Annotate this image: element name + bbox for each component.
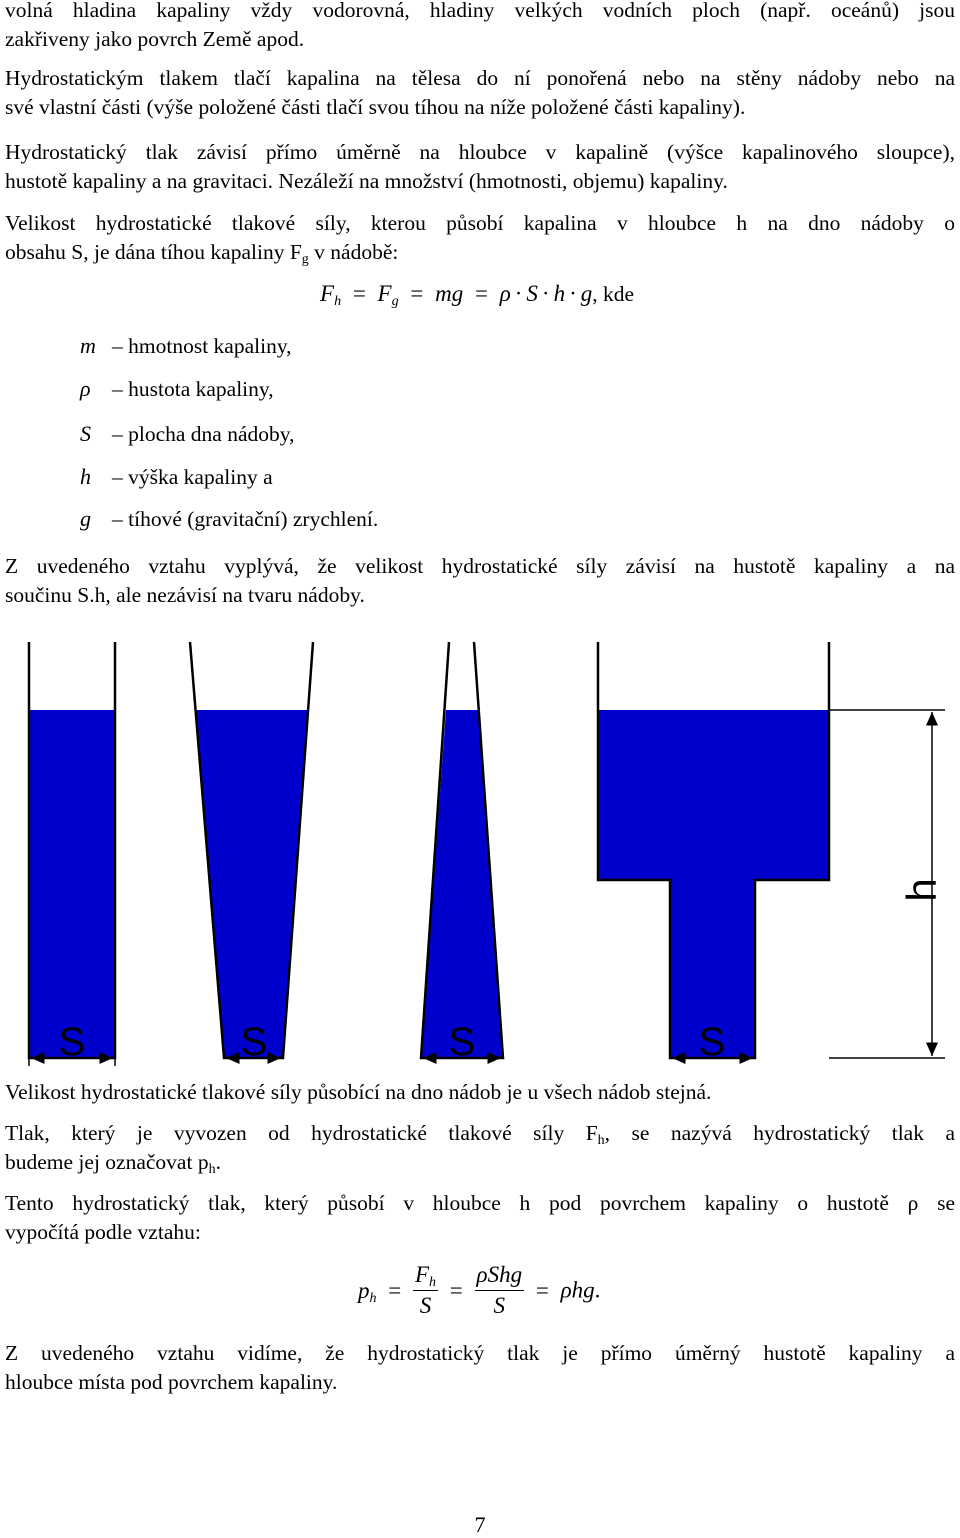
- force-paragraph: [5, 209, 955, 267]
- pressure-line-2: své vlastní části (výše položené části tlačí svou tíhou na níže položené části kapaliny).: [5, 95, 746, 119]
- vessel-stepped: [598, 642, 829, 1058]
- vessels-figure: [0, 630, 960, 1070]
- legend-row-rho: ρ – hustota kapaliny,: [80, 376, 274, 401]
- final-line-1: Z uvedeného vztahu vidíme, že hydrostatický tlak je přímo úměrný hustotě kapaliny a: [5, 1341, 955, 1365]
- intro-line-2: zakřiveny jako povrch Země apod.: [5, 27, 305, 51]
- vessel-widening: [190, 642, 313, 1058]
- fraction-rhoshg-over-s: $\frac{\text{ρShg}}{S}$: [476, 1262, 523, 1318]
- same-force-paragraph: [5, 1078, 955, 1107]
- legend-row-g: g – tíhové (gravitační) zrychlení.: [80, 506, 379, 531]
- conclusion-line-1: Z uvedeného vztahu vyplývá, že velikost hydrostatické síly závisí na hustotě kapaliny a na: [5, 554, 955, 578]
- base-label-4: S: [698, 1020, 726, 1064]
- legend-row-m: m – hmotnost kapaliny,: [80, 333, 292, 358]
- depends-line-2: hustotě kapaliny a na gravitaci. Nezáleží na množství (hmotnosti, objemu) kapaliny.: [5, 169, 728, 193]
- fluid-widening: [195, 710, 308, 1058]
- base-label-2: S: [240, 1020, 268, 1064]
- fraction-force-over-area: $\frac{F_h}{S}$: [414, 1262, 437, 1318]
- pressure-paragraph: [5, 64, 955, 122]
- tento-paragraph: [5, 1189, 955, 1247]
- final-line-2: hloubce místa pod povrchem kapaliny.: [5, 1370, 338, 1394]
- pressure-formula: $p_h$ = $\frac{F_h}{S}$ = $\frac{\text{ρShg}}{S}$ = ρhg.: [358, 1262, 601, 1318]
- height-label: h: [898, 878, 945, 902]
- depends-line-1: Hydrostatický tlak závisí přímo úměrně na hloubce v kapalině (výšce kapalinového sloupce),: [5, 140, 955, 164]
- height-dimension: [829, 710, 945, 1058]
- depends-paragraph: [5, 138, 955, 196]
- force-line-2: obsahu S, je dána tíhou kapaliny $F_g$ v nádobě:: [5, 240, 399, 267]
- intro-line-1: volná hladina kapaliny vždy vodorovná, hladiny velkých vodních ploch (např. oceánů) jsou: [5, 0, 955, 22]
- final-paragraph: [5, 1339, 955, 1397]
- tlak-paragraph: [5, 1119, 955, 1177]
- tento-line-2: vypočítá podle vztahu:: [5, 1220, 201, 1244]
- vessel-narrowing: [421, 642, 503, 1058]
- pressure-line-1: Hydrostatickým tlakem tlačí kapalina na tělesa do ní ponořená nebo na stěny nádoby nebo na: [5, 66, 955, 90]
- base-label-3: S: [448, 1020, 476, 1064]
- fluid-stepped: [598, 710, 829, 1058]
- vessel-rectangular: [29, 642, 115, 1058]
- page-number: 7: [474, 1512, 486, 1537]
- force-line-1: Velikost hydrostatické tlakové síly, kterou působí kapalina v hloubce h na dno nádoby o: [5, 211, 955, 235]
- same-force-line: Velikost hydrostatické tlakové síly působící na dno nádob je u všech nádob stejná.: [5, 1080, 712, 1104]
- legend-row-h: h – výška kapaliny a: [80, 464, 273, 489]
- force-formula: $F_h = F_g$ = mg = ρ · S · h · g, kde: [320, 281, 635, 309]
- legend-row-s: S – plocha dna nádoby,: [80, 421, 295, 446]
- fluid-rect: [29, 710, 115, 1058]
- tlak-line-2: budeme jej označovat $p_h$.: [5, 1150, 221, 1177]
- tento-line-1: Tento hydrostatický tlak, který působí v hloubce h pod povrchem kapaliny o hustotě ρ se: [5, 1191, 955, 1215]
- base-label-1: S: [58, 1020, 86, 1064]
- conclusion-line-2: součinu S.h, ale nezávisí na tvaru nádoby.: [5, 583, 365, 607]
- conclusion-paragraph: [5, 552, 955, 610]
- intro-paragraph: [5, 0, 955, 54]
- tlak-line-1: Tlak, který je vyvozen od hydrostatické tlakové síly $F_h$, se nazývá hydrostatický tlak a: [5, 1121, 955, 1148]
